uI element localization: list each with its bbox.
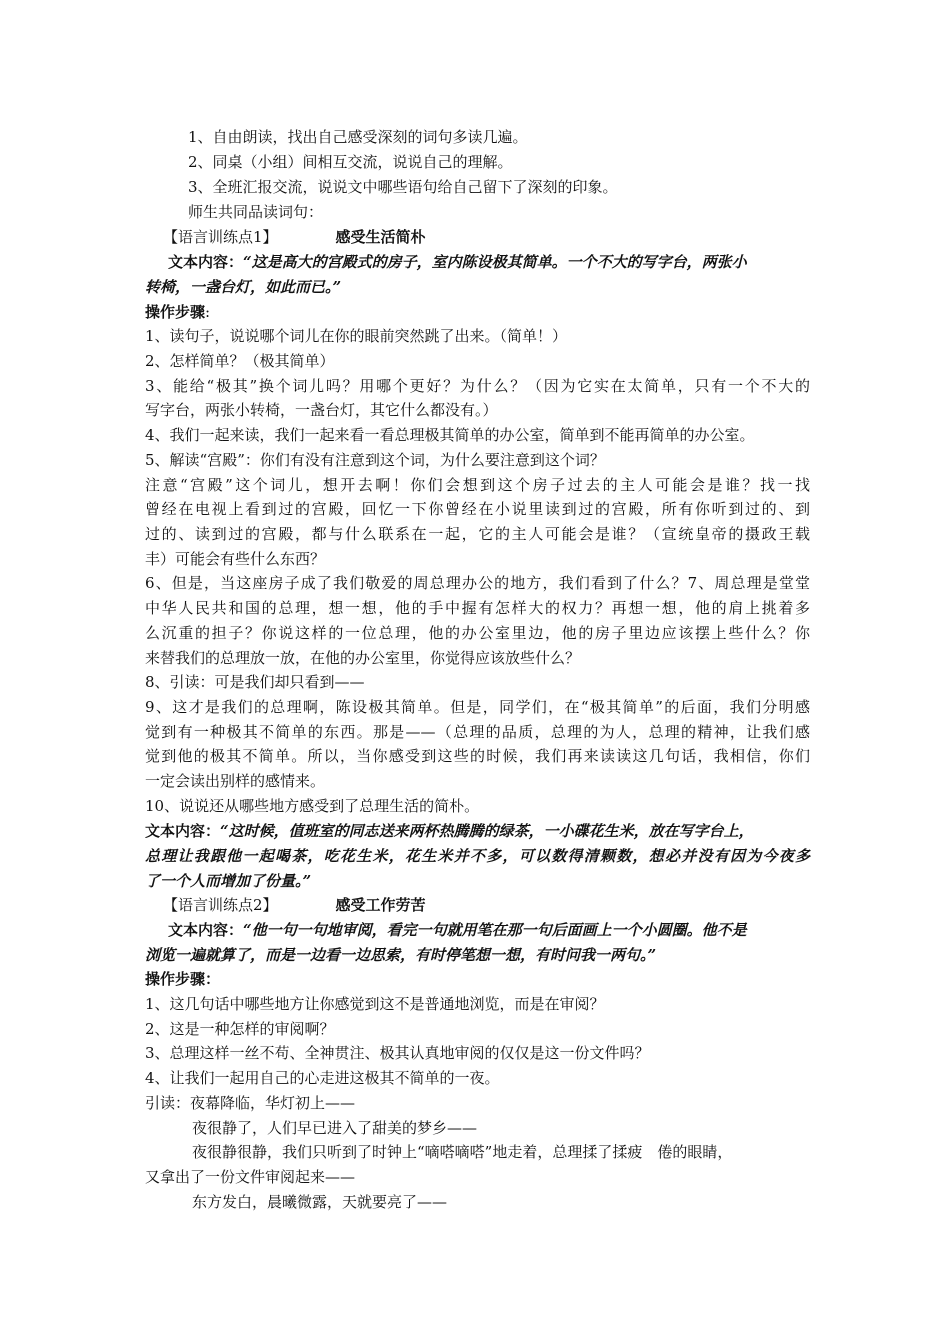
point2-subtitle: 感受工作劳苦 [335, 896, 426, 914]
point2-line: 1、这几句话中哪些地方让你感觉到这不是普通地浏览，而是在审阅？ [145, 995, 605, 1013]
point2-last-line: 东方发白，晨曦微露，天就要亮了—— [192, 1193, 448, 1211]
point1-line: 么沉重的担子？你说这样的一位总理，他的办公室里边，他的房子里边应该摆上些什么？你 [145, 624, 810, 642]
point1-line: 一定会读出别样的感情来。 [145, 772, 326, 790]
point1-steps-label: 操作步骤 [145, 303, 206, 321]
point1-line: 3、能给“极其”换个词儿吗？用哪个更好？为什么？（因为它实在太简单，只有一个不大的 [145, 377, 810, 395]
point1-quote-2: 转椅，一盏台灯，如此而已。” [145, 278, 342, 296]
point2-heading [163, 893, 426, 917]
point1-text2-line-1 [145, 819, 810, 843]
point1-line: 1、读句子，说说哪个词儿在你的眼前突然跳了出来。（简单！） [145, 327, 568, 345]
point1-line: 10、说说还从哪些地方感受到了总理生活的简朴。 [145, 797, 480, 815]
intro-line-3: 3、全班汇报交流，说说文中哪些语句给自己留下了深刻的印象。 [188, 178, 618, 196]
point1-line: 过的、读到过的宫殿，都与什么联系在一起，它的主人可能会是谁？（宣统皇帝的摄政王载 [145, 525, 810, 543]
point1-line: 6、但是，当这座房子成了我们敬爱的周总理办公的地方，我们看到了什么？7、周总理是堂堂 [145, 574, 810, 592]
point2-indented-line: 夜很静很静，我们只听到了时钟上“嘀嗒嘀嗒”地走着，总理揉了揉疲 倦的眼睛， [192, 1143, 733, 1161]
point1-subtitle: 感受生活简朴 [335, 228, 426, 246]
point2-line: 2、这是一种怎样的审阅啊？ [145, 1020, 335, 1038]
point1-line: 8、引读：可是我们却只看到—— [145, 673, 365, 691]
point2-quote-1: “他一句一句地审阅，看完一句就用笔在那一句后面画上一个小圆圈。他不是 [243, 921, 747, 939]
point1-line: 来替我们的总理放一放，在他的办公室里，你觉得应该放些什么？ [145, 649, 581, 667]
point1-text2-label: 文本内容： [145, 822, 221, 840]
point1-line: 丰）可能会有些什么东西？ [145, 550, 326, 568]
point2-line: 3、总理这样一丝不苟、全神贯注、极其认真地审阅的仅仅是这一份文件吗？ [145, 1044, 650, 1062]
point1-line: 注意“宫殿”这个词儿，想开去啊！你们会想到这个房子过去的主人可能会是谁？找一找 [145, 476, 810, 494]
point1-text-line-1 [168, 250, 833, 274]
point1-line: 4、我们一起来读，我们一起来看一看总理极其简单的办公室，简单到不能再简单的办公室。 [145, 426, 755, 444]
point2-indented-line: 夜很静了，人们早已进入了甜美的梦乡—— [192, 1119, 478, 1137]
point1-text2-quote-1: “这时候，值班室的同志送来两杯热腾腾的绿茶，一小碟花生米，放在写字台上， [220, 822, 754, 840]
point1-text-label: 文本内容： [168, 253, 244, 271]
point1-line: 5、解读“宫殿”：你们有没有注意到这个词，为什么要注意到这个词？ [145, 451, 605, 469]
point1-text2-quote-3: 了一个人而增加了份量。” [145, 872, 312, 890]
point1-quote-1: “这是高大的宫殿式的房子，室内陈设极其简单。一个不大的写字台，两张小 [243, 253, 747, 271]
point2-line: 4、让我们一起用自己的心走进这极其不简单的一夜。 [145, 1069, 500, 1087]
point1-line: 写字台，两张小转椅，一盏台灯，其它什么都没有。） [145, 401, 498, 419]
point2-steps-label: 操作步骤： [145, 970, 221, 988]
point2-text-label: 文本内容： [168, 921, 244, 939]
point1-steps-colon: : [205, 303, 211, 321]
point1-line: 9、这才是我们的总理啊，陈设极其简单。但是，同学们，在“极其简单”的后面，我们分明感 [145, 698, 810, 716]
point2-line: 引读：夜幕降临，华灯初上—— [145, 1094, 356, 1112]
point2-title: 【语言训练点2】 [163, 896, 278, 914]
point2-text-line-1 [168, 918, 833, 942]
intro-line-4: 师生共同品读词句： [188, 203, 324, 221]
point1-title: 【语言训练点1】 [163, 228, 278, 246]
point1-line: 2、怎样简单？（极其简单） [145, 352, 335, 370]
intro-line-2: 2、同桌（小组）间相互交流，说说自己的理解。 [188, 153, 513, 171]
point1-steps-heading [145, 300, 810, 324]
point1-line: 中华人民共和国的总理，想一想，他的手中握有怎样大的权力？再想一想，他的肩上挑着多 [145, 599, 810, 617]
point2-quote-2: 浏览一遍就算了，而是一边看一边思索，有时停笔想一想，有时问我一两句。” [145, 946, 657, 964]
intro-line-1: 1、自由朗读，找出自己感受深刻的词句多读几遍。 [188, 128, 528, 146]
point1-text2-quote-2: 总理让我跟他一起喝茶，吃花生米，花生米并不多，可以数得清颗数，想必并没有因为今夜多 [145, 847, 810, 865]
point1-heading [163, 225, 426, 249]
point2-tail-line: 又拿出了一份文件审阅起来—— [145, 1168, 356, 1186]
point1-line: 觉到他的极其不简单。所以，当你感受到这些的时候，我们再来读读这几句话，我相信，你们 [145, 747, 810, 765]
point1-line: 觉到有一种极其不简单的东西。那是——（总理的品质，总理的为人，总理的精神，让我们感 [145, 723, 810, 741]
point1-line: 曾经在电视上看到过的宫殿，回忆一下你曾经在小说里读到过的宫殿，所有你听到过的、到 [145, 500, 810, 518]
